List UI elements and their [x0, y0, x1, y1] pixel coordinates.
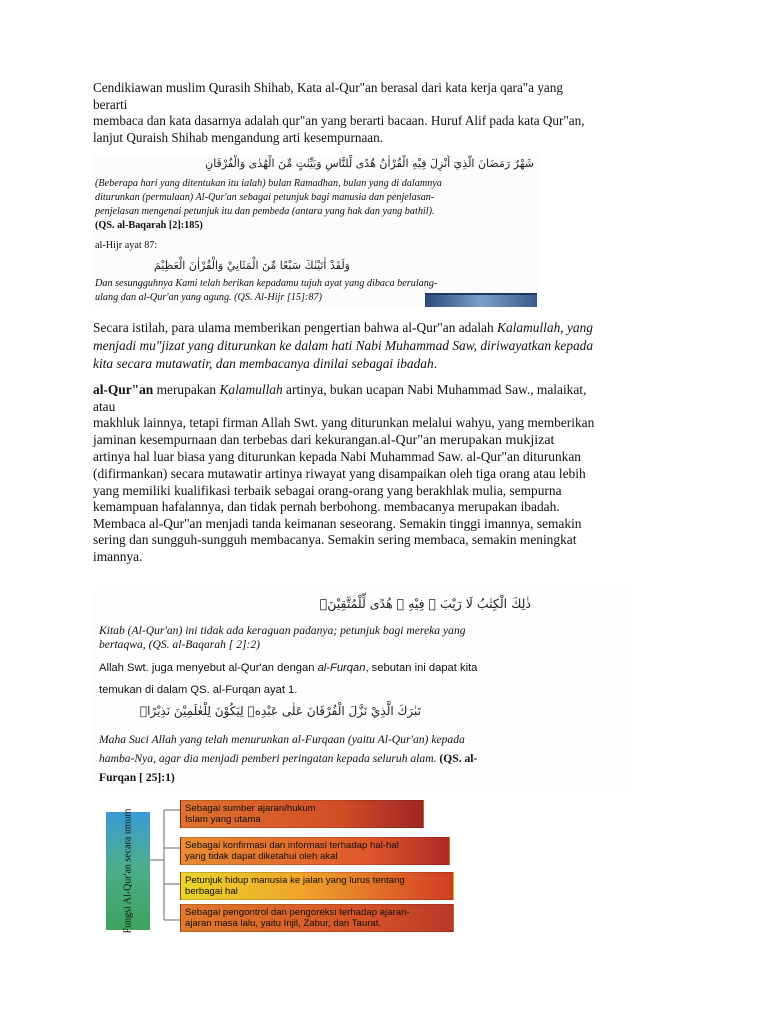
verse-reference: Furqan [ 25]:1) — [99, 771, 175, 784]
text-italic: menjadi mu"jizat yang diturunkan ke dalam hati Nabi Muhammad Saw, diriwayatkan kepada — [93, 338, 594, 353]
translation-line: ulang dan al-Qur'an yang agung. (QS. Al-Hijr [15]:87) — [95, 292, 322, 303]
arabic-verse-baqarah-2: ذٰلِكَ الْكِتٰبُ لَا رَيْبَ ۛ فِيْهِ ۛ هُدًى لِّلْمُتَّقِيْنَۙ — [319, 596, 531, 611]
text-line: yang memiliki kualifikasi terbaik sebagai orang-orang yang berakhlak mulia, sempurna — [93, 482, 562, 498]
quran-verse-image-2 — [93, 590, 631, 785]
translation-line: Kitab (Al-Qur'an) ini tidak ada keraguan padanya; petunjuk bagi mereka yang — [99, 624, 466, 637]
diagram-side-label: Fungsi Al-Qur'an secara umum — [122, 808, 134, 934]
arabic-verse-furqan-1: تَبٰرَكَ الَّذِيْ نَزَّلَ الْفُرْقَانَ عَلٰى عَبْدِهٖ لِيَكُوْنَ لِلْعٰلَمِيْنَ نَذِيْرًاۙ — [139, 704, 421, 718]
box-text: Islam yang utama — [185, 814, 261, 825]
quran-verse-image-1 — [93, 155, 540, 307]
box-text: Sebagai konfirmasi dan informasi terhadap hal-hal — [185, 840, 399, 851]
diagram-box-controller — [180, 904, 454, 932]
text-italic: Kalamullah — [219, 382, 283, 397]
text-italic: Kalamullah, yang — [497, 320, 593, 335]
section-label: al-Hijr ayat 87: — [95, 240, 158, 251]
text-line: makhluk lainnya, tetapi firman Allah Swt. yang diturunkan melalui wahyu, yang memberikan — [93, 415, 595, 431]
arabic-verse-baqarah-185: شَهْرُ رَمَضَانَ الَّذِيٓ أُنْزِلَ فِيْهِ الْقُرْاٰنُ هُدًى لِّلنَّاسِ وَبَيِّنٰتٍ مِّنَ الْهُدٰى وَالْفُرْقَانِ — [205, 157, 534, 170]
definition-paragraph — [93, 319, 683, 373]
box-text: berbagai hal — [185, 886, 238, 897]
verse-reference: (QS. al-Baqarah [2]:185) — [95, 220, 203, 231]
intro-paragraph — [93, 80, 683, 146]
translation-line: penjelasan mengenai petunjuk itu dan pembeda (antara yang hak dan yang bathil). — [95, 206, 435, 217]
text-segment: artinya, bukan ucapan Nabi Muhammad Saw., malaikat, — [282, 382, 587, 397]
text-italic: al-Furqan — [317, 662, 366, 674]
arabic-verse-hijr-87: وَلَقَدْ اٰتَيْنٰكَ سَبْعًا مِّنَ الْمَثَانِيْ وَالْقُرْاٰنَ الْعَظِيْمَ — [153, 259, 350, 272]
text-line: temukan di dalam QS. al-Furqan ayat 1. — [99, 684, 298, 696]
translation-line: diturunkan (permulaan) Al-Qur'an sebagai petunjuk bagi manusia dan penjelasan- — [95, 192, 435, 203]
diagram-box-life-guidance — [180, 872, 454, 900]
translation-line: Dan sesungguhnya Kami telah berikan kepadamu tujuh ayat yang dibaca berulang- — [95, 278, 438, 289]
text-line: membaca dan kata dasarnya adalah qur"an yang berarti bacaan. Huruf Alif pada kata Qur"an, — [93, 113, 585, 128]
text-line: sering dan sungguh-sungguh membacanya. Semakin sering membaca, semakin meningkat — [93, 532, 577, 548]
text-segment: al-Qur"an merupakan mukjizat — [380, 432, 555, 448]
bold-term: al-Qur"an — [93, 382, 154, 397]
text-italic: kita secara mutawatir, dan membacanya dinilai sebagai ibadah — [93, 356, 434, 371]
text-segment: jaminan kesempurnaan dan terbebas dari kekurangan. — [93, 431, 381, 447]
box-text: yang tidak dapat diketahui oleh akal — [185, 851, 338, 862]
text-line: artinya hal luar biasa yang diturunkan kepada Nabi Muhammad Saw. al-Qur"an diturunkan — [93, 449, 581, 465]
diagram-box-confirmation — [180, 837, 450, 865]
image-thumbnail-strip — [425, 293, 537, 307]
box-text: Sebagai sumber ajaran/hukum — [185, 803, 316, 814]
text-segment: , sebutan ini dapat kita — [365, 662, 478, 674]
translation-line: hamba-Nya, agar dia menjadi pemberi peringatan kepada seluruh alam. — [99, 752, 437, 765]
box-text: ajaran masa lalu, yaitu Injil, Zabur, dan Taurat. — [185, 918, 382, 929]
verse-reference: (QS. al- — [436, 752, 478, 765]
translation-line: bertaqwa, (QS. al-Baqarah [ 2]:2) — [99, 638, 261, 651]
explanation-paragraph — [93, 382, 683, 566]
text-line: imannya. — [93, 548, 143, 564]
text-segment: . — [433, 356, 438, 371]
text-line: berarti — [93, 96, 128, 112]
text-segment: merupakan — [153, 382, 220, 397]
text-line: (difirmankan) secara mutawatir artinya riwayat yang disampaikan oleh tiga orang atau lebih — [93, 465, 586, 481]
quran-functions-diagram — [106, 800, 456, 940]
box-text: Sebagai pengontrol dan pengoreksi terhadap ajaran- — [185, 907, 410, 918]
diagram-box-source-of-law — [180, 800, 424, 828]
text-segment: Secara istilah, para ulama memberikan pengertian bahwa al-Qur"an adalah — [93, 320, 498, 335]
translation-line: Maha Suci Allah yang telah menurunkan al-Furqaan (yaitu Al-Qur'an) kepada — [99, 733, 465, 746]
text-line: Membaca al-Qur"an menjadi tanda keimanan seseorang. Semakin tinggi imannya, semakin — [93, 515, 582, 531]
text-line: lanjut Quraish Shihab mengandung arti kesempurnaan. — [93, 129, 384, 145]
text-line: atau — [93, 398, 116, 414]
text-segment: Allah Swt. juga menyebut al-Qur'an dengan — [99, 662, 318, 674]
diagram-connector-lines — [106, 800, 186, 940]
text-line: kemampuan hafalannya, dan tidak pernah berbohong. membacanya merupakan ibadah. — [93, 499, 560, 515]
translation-line: (Beberapa hari yang ditentukan itu ialah) bulan Ramadhan, bulan yang di dalamnya — [95, 178, 442, 189]
text-line: Cendikiawan muslim Qurasih Shihab, Kata al-Qur"an berasal dari kata kerja qara"a yang — [93, 80, 563, 95]
box-text: Petunjuk hidup manusia ke jalan yang lurus tentang — [185, 875, 405, 886]
